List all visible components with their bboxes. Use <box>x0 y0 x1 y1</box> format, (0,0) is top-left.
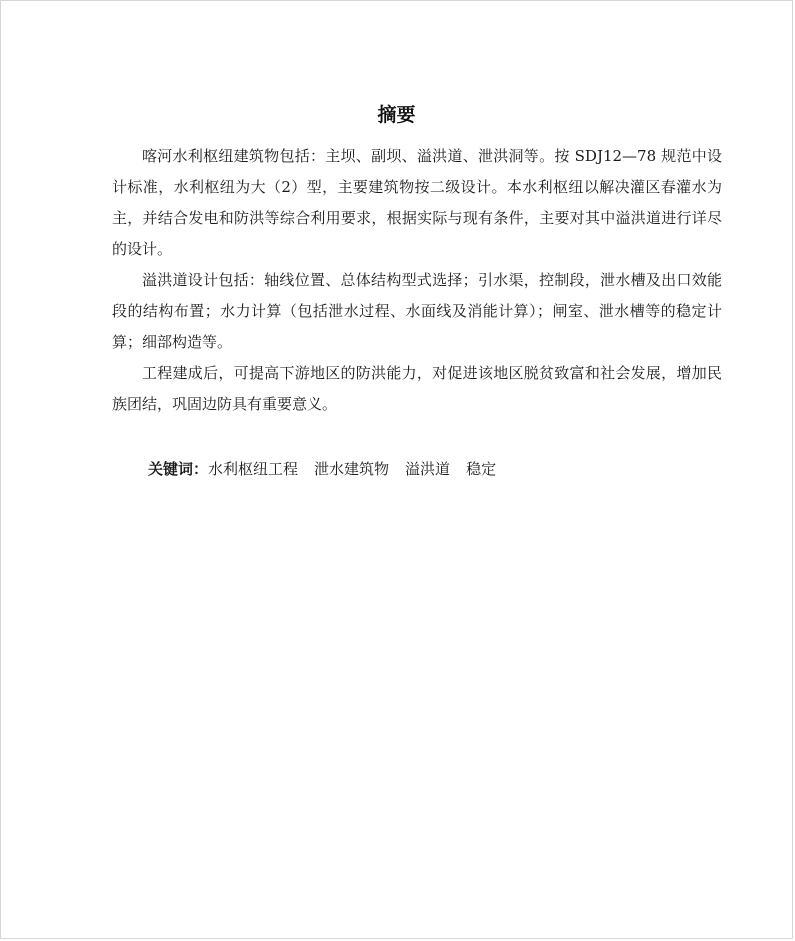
keywords-line <box>148 455 496 483</box>
abstract-body <box>112 141 722 420</box>
keywords-label: 关键词： <box>148 460 209 478</box>
abstract-paragraph-3: 工程建成后，可提高下游地区的防洪能力，对促进该地区脱贫致富和社会发展，增加民族团结，巩固边防具有重要意义。 <box>112 364 722 413</box>
abstract-paragraph-1: 喀河水利枢纽建筑物包括：主坝、副坝、溢洪道、泄洪洞等。按 SDJ12—78 规范中设计标准，水利枢纽为大（2）型，主要建筑物按二级设计。本水利枢纽以解决灌区春灌水为主，并结合发电和防洪等综合利用要求，根据实际与现有条件，主要对其中溢洪道进行详尽的设计。 <box>112 147 722 258</box>
abstract-paragraph-2: 溢洪道设计包括：轴线位置、总体结构型式选择；引水渠，控制段，泄水槽及出口效能段的结构布置；水力计算（包括泄水过程、水面线及消能计算）；闸室、泄水槽等的稳定计算；细部构造等。 <box>112 271 722 351</box>
keyword-item: 溢洪道 <box>405 460 451 478</box>
keyword-item: 稳定 <box>466 460 497 478</box>
page-title: 摘要 <box>377 104 416 126</box>
keyword-item: 泄水建筑物 <box>314 460 390 478</box>
keyword-item: 水利枢纽工程 <box>208 460 299 478</box>
